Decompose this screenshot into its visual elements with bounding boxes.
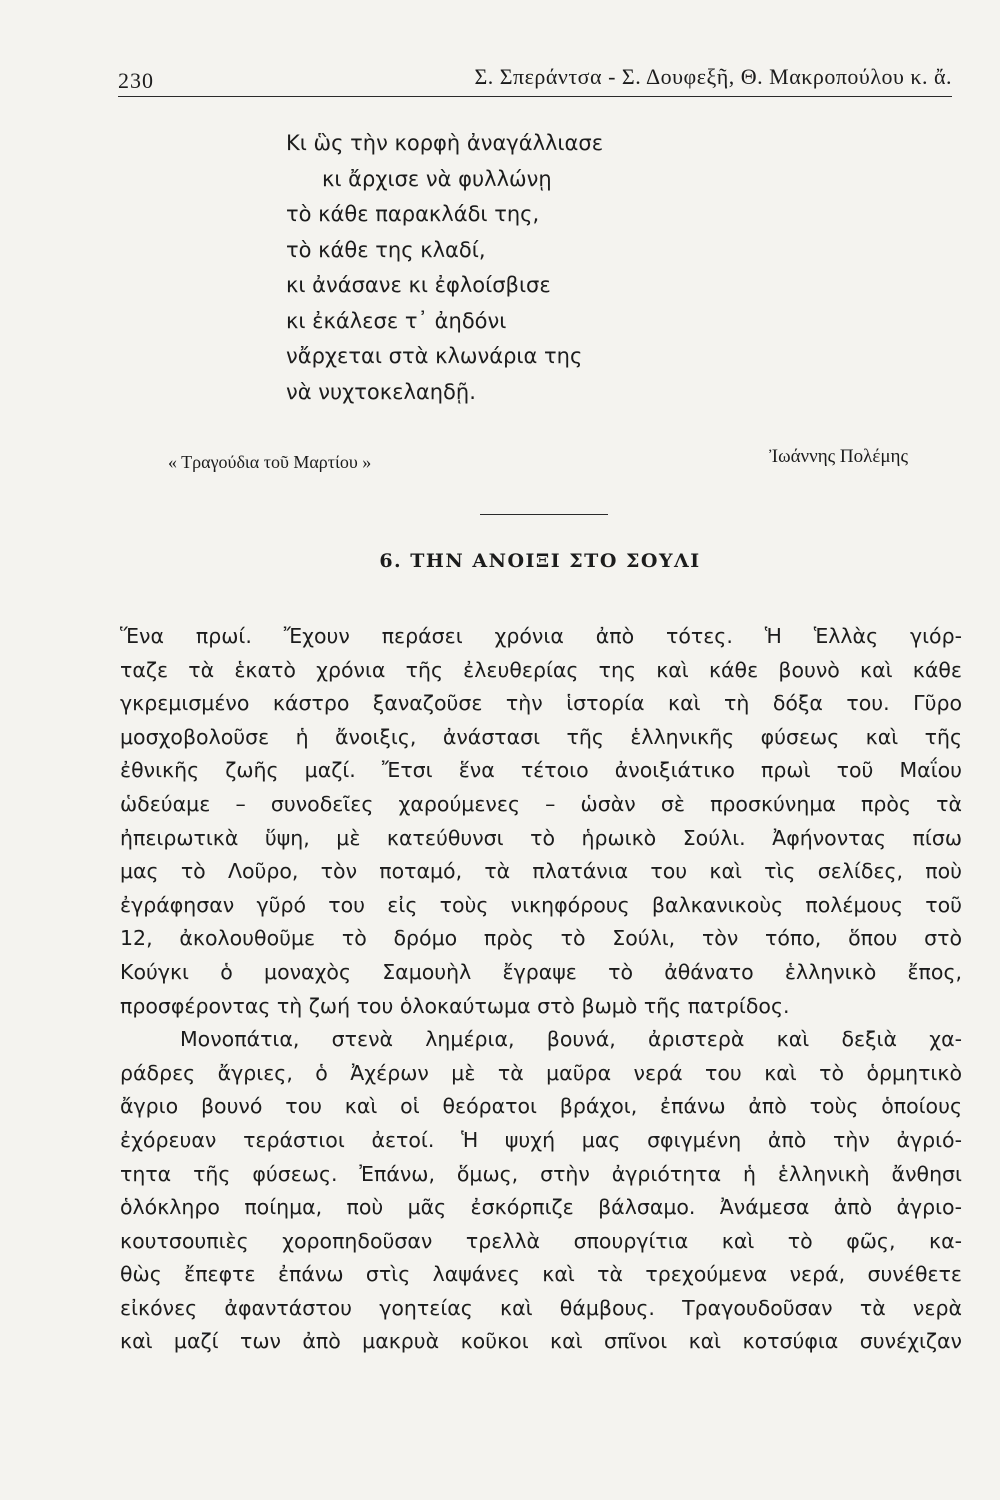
body-line: Μονοπάτια, στενὰ λημέρια, βουνά, ἀριστερὰ καὶ δεξιὰ χα-	[180, 1027, 962, 1052]
body-line: μας τὸ Λοῦρο, τὸν ποταμό, τὰ πλατάνια του καὶ τὶς σελίδες, ποὺ	[120, 859, 962, 884]
body-line: εἰκόνες ἀφαντάστου γοητείας καὶ θάμβους. Τραγουδοῦσαν τὰ νερὰ	[120, 1295, 962, 1320]
body-line: ἐγράφησαν γῦρό του εἰς τοὺς νικηφόρους βαλκανικοὺς πολέμους τοῦ	[120, 892, 962, 917]
page-header	[118, 60, 952, 97]
body-line: τητα τῆς φύσεως. Ἐπάνω, ὅμως, στὴν ἀγριότητα ἡ ἑλληνικὴ ἄνθησι	[120, 1161, 962, 1186]
poem-author: Ἰωάννης Πολέμης	[769, 446, 908, 467]
body-line: ἐχόρευαν τεράστιοι ἀετοί. Ἡ ψυχή μας σφιγμένη ἀπὸ τὴν ἀγριό-	[120, 1127, 962, 1152]
section-title: 6. ΤΗΝ ΑΝΟΙΞΙ ΣΤΟ ΣΟΥΛΙ	[379, 550, 701, 572]
body-line: μοσχοβολοῦσε ἡ ἄνοιξις, ἀνάστασι τῆς ἑλληνικῆς φύσεως καὶ τῆς	[120, 724, 962, 749]
body-line: Κούγκι ὁ μοναχὸς Σαμουὴλ ἔγραψε τὸ ἀθάνατο ἑλληνικὸ ἔπος,	[120, 959, 962, 984]
body-line: ὡδεύαμε – συνοδεῖες χαρούμενες – ὡσὰν σὲ προσκύνημα πρὸς τὰ	[120, 791, 962, 816]
body-line: ἐθνικῆς ζωῆς μαζί. Ἔτσι ἕνα τέτοιο ἀνοιξιάτικο πρωὶ τοῦ Μαΐου	[120, 758, 962, 783]
poem-line: νὰ νυχτοκελαηδῇ.	[286, 379, 476, 404]
poem-line: κι ἄρχισε νὰ φυλλώνῃ	[322, 166, 552, 191]
poem	[286, 126, 786, 410]
poem-source: « Τραγούδια τοῦ Μαρτίου »	[168, 452, 372, 472]
poem-line: τὸ κάθε της κλαδί,	[286, 237, 486, 262]
body-line: ἠπειρωτικὰ ὕψη, μὲ κατεύθυνσι τὸ ἡρωικὸ Σούλι. Ἀφήνοντας πίσω	[120, 825, 962, 850]
body-line: ἄγριο βουνό του καὶ οἱ θεόρατοι βράχοι, ἐπάνω ἀπὸ τοὺς ὁποίους	[120, 1094, 962, 1119]
body-line: ράδρες ἄγριες, ὁ Ἀχέρων μὲ τὰ μαῦρα νερά του καὶ τὸ ὁρμητικὸ	[120, 1060, 962, 1085]
body-line: θὼς ἔπεφτε ἐπάνω στὶς λαψάνες καὶ τὰ τρεχούμενα νερά, συνέθετε	[120, 1262, 962, 1287]
running-head: Σ. Σπεράντσα - Σ. Δουφεξῆ, Θ. Μακροπούλου κ. ἄ.	[474, 64, 952, 89]
poem-line: τὸ κάθε παρακλάδι της,	[286, 202, 540, 226]
body-text	[120, 620, 962, 1359]
body-line: κουτσουπιὲς χοροπηδοῦσαν τρελλὰ σπουργίτια καὶ τὸ φῶς, κα-	[120, 1228, 962, 1253]
body-line: ὁλόκληρο ποίημα, ποὺ μᾶς ἐσκόρπιζε βάλσαμο. Ἀνάμεσα ἀπὸ ἀγριο-	[120, 1195, 962, 1220]
body-line: καὶ μαζί των ἀπὸ μακρυὰ κοῦκοι καὶ σπῖνοι καὶ κοτσύφια συνέχιζαν	[120, 1329, 962, 1354]
poem-line: κι ἀνάσανε κι ἐφλοίσβισε	[286, 273, 551, 297]
poem-line: κι ἐκάλεσε τ᾽ ἀηδόνι	[286, 308, 507, 333]
poem-line: νἄρχεται στὰ κλωνάρια της	[286, 344, 583, 368]
body-line: προσφέροντας τὴ ζωή του ὁλοκαύτωμα στὸ βωμὸ τῆς πατρίδος.	[120, 993, 790, 1018]
section-divider	[480, 514, 608, 515]
poem-line: Κι ὣς τὴν κορφὴ ἀναγάλλιασε	[286, 131, 604, 155]
body-line: 12, ἀκολουθοῦμε τὸ δρόμο πρὸς τὸ Σούλι, τὸν τόπο, ὅπου στὸ	[120, 926, 962, 951]
body-line: Ἕνα πρωί. Ἔχουν περάσει χρόνια ἀπὸ τότες. Ἡ Ἑλλὰς γιόρ-	[120, 624, 962, 648]
body-line: γκρεμισμένο κάστρο ξαναζοῦσε τὴν ἱστορία καὶ τὴ δόξα του. Γῦρο	[120, 691, 962, 716]
body-line: ταζε τὰ ἑκατὸ χρόνια τῆς ἐλευθερίας της καὶ κάθε βουνὸ καὶ κάθε	[120, 657, 962, 682]
page-number: 230	[118, 68, 154, 93]
